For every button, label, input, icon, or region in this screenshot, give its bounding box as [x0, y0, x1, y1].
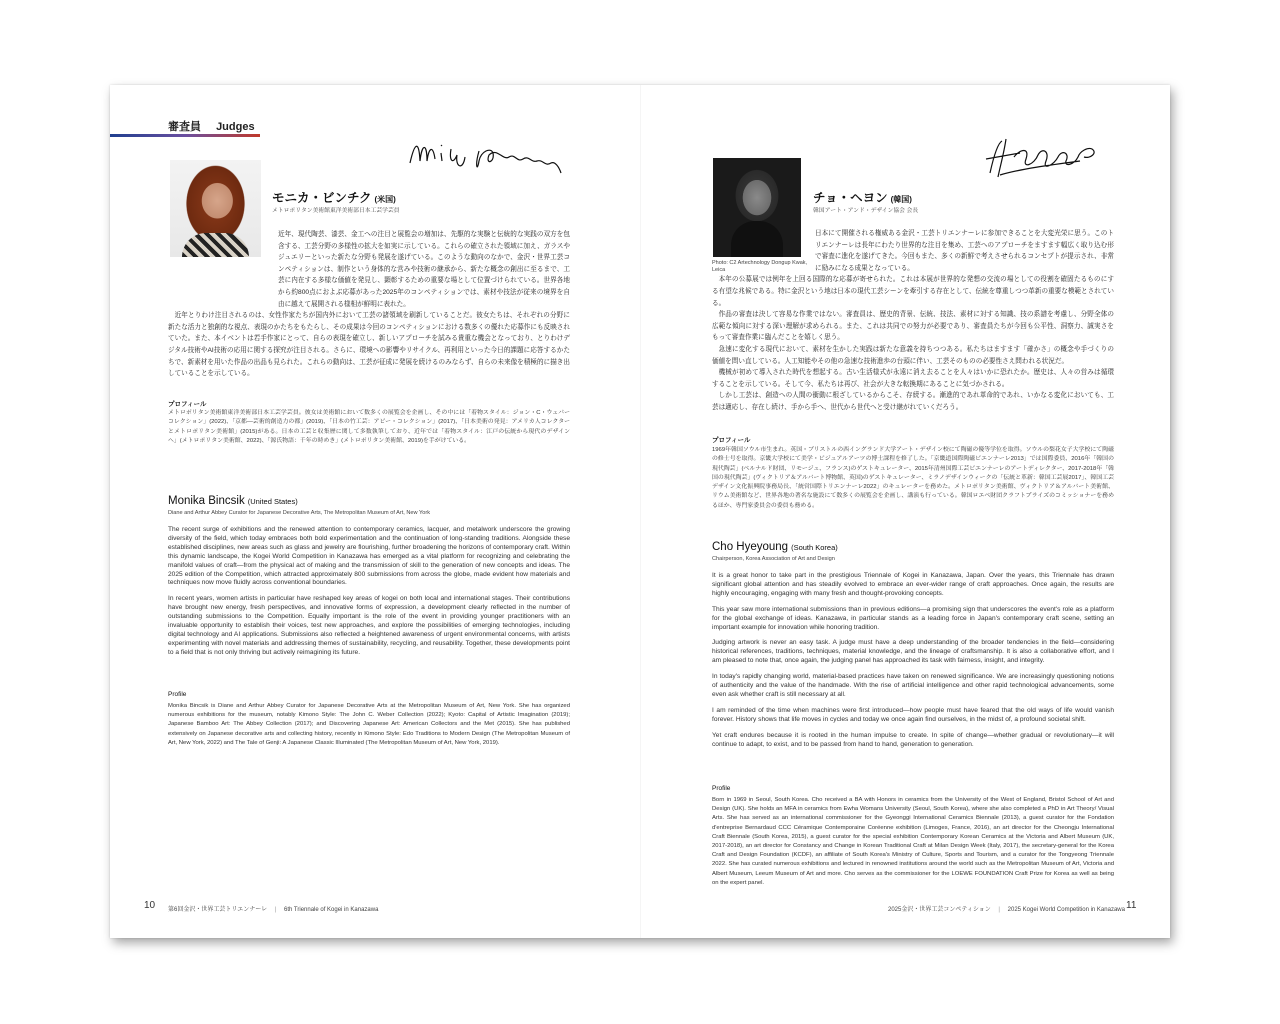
- section-rule: [110, 134, 260, 137]
- monika-body-ja: [168, 229, 570, 380]
- cho-body-ja-p1: 日本にて開催される権威ある金沢・工芸トリエンナーレに参加できることを大変光栄に思う。このトリエンナーレは長年にわたり世界的な注目を集め、工芸へのアプローチをますます幅広く取り込む形で審査に進化を遂げてきた。今回もまた、多くの新鮮で考えさせられるコンセプトが提示され、非常に励みになる成果となっている。: [815, 230, 1114, 272]
- cho-signature: [980, 135, 1110, 180]
- right-footer-ja: 2025金沢・世界工芸コンペティション: [888, 907, 991, 913]
- monika-profile-en: Monika Bincsik is Diane and Arthur Abbey Curator for Japanese Decorative Arts at the Metropolitan Museum of Art, New York. She has organized numerous exhibitions for the museum, notably Kimono Style: The John C. Weber Collection (2022); Kyoto: Capital of Artistic Imagination (2019); Japanese Bamboo Art: The Abbey Collection (2017); and Discovering Japanese Art: American Collectors and the Met (2015). She has published extensively on Japanese decorative arts and collecting history, recently in Kimono Style: Edo Traditions to Modern Design (The Metropolitan Museum of Art, New York, 2022) and The Tale of Genji: A Japanese Classic Illuminated (The Metropolitan Museum of Art, New York, 2019).: [168, 703, 570, 746]
- monika-country-ja: (米国): [374, 195, 396, 204]
- cho-name-ja-text: チョ・ヘヨン: [813, 191, 888, 205]
- cho-body-en-p5: I am reminded of the time when machines were first introduced—how people must have feared that the old ways of life would vanish forever. History shows that life moves in cycles and today we once again find ourselves, in the midst of, a profound societal shift.: [712, 706, 1114, 723]
- cho-name-ja: [813, 188, 912, 206]
- right-footer: 2025金沢・世界工芸コンペティション | 2025 Kogei World Competition in Kanazawa: [888, 907, 1125, 913]
- cho-body-en-p4: In today's rapidly changing world, material-based practices have taken on renewed significance. We are increasingly questioning notions of authenticity and the value of the handmade. With the rise of artificial intelligence and other rapid technological advancements, some even ask whether craft is still necessary at all.: [712, 673, 1114, 698]
- cho-name-en-text: Cho Hyeyoung: [712, 541, 789, 553]
- left-footer-ja: 第6回金沢・世界工芸トリエンナーレ: [168, 907, 268, 913]
- monika-profile-label-en: Profile: [168, 691, 187, 698]
- cho-body-ja-p2: 本年の公募展では例年を上回る国際的な応募が寄せられた。これは本展が世界的な発想の交流の場としての役割を確固たるものにする有望な兆候である。特に金沢という地は日本の現代工芸シーンを牽引する存在として、伝統を尊重しつつ革新の重要な模範とされている。: [712, 276, 1114, 307]
- cho-role-en: Chairperson, Korea Association of Art and Design: [712, 556, 835, 562]
- section-heading-ja: 審査員: [168, 121, 201, 133]
- photo-credit: Photo: C2 Artechnology Dongup Kwak, Leica: [712, 260, 808, 273]
- monika-role-en: Diane and Arthur Abbey Curator for Japanese Decorative Arts, The Metropolitan Museum of Art, New York: [168, 510, 431, 516]
- right-page: [640, 85, 1170, 938]
- book-spread: [110, 85, 1170, 938]
- cho-body-en-p6: Yet craft endures because it is rooted in the human impulse to create. In spite of change—whether gradual or revolutionary—it will continue to adapt, to exist, and to be passed from hand to hand, generation to generation.: [712, 731, 1114, 748]
- monika-body-ja-p2: 近年とりわけ注目されるのは、女性作家たちが国内外において工芸の諸領域を刷新していることだ。彼女たちは、それぞれの分野に新たな活力と独創的な視点、表現のかたちをもたらし、その成果は今回のコンペティションにおける数多くの優れた応募作にも反映されていた。また、本イベントは若手作家にとって、自らの表現を確立し、新しいアプローチを試みる貴重な機会となっており、とりわけデジタル技術やAI技術の応用に関する探究が注目される。さらに、環境への影響やリサイクル、再利用といった今日的課題に応答するかたちで、新素材を用いた作品の出品も見られた。これらの動向は、工芸が征成に発展を続けるのみならず、自らの未来像を積極的に描き出していることを示している。: [168, 312, 570, 378]
- cho-name-en: [712, 541, 838, 553]
- right-page-number: 11: [1126, 900, 1137, 911]
- monika-country-en: (United States): [247, 497, 298, 506]
- monika-name-en-text: Monika Bincsik: [168, 495, 245, 507]
- monika-signature: [405, 133, 565, 178]
- monika-name-ja-text: モニカ・ビンチク: [272, 191, 372, 205]
- left-page-number: 10: [144, 900, 156, 911]
- monika-body-en-p1: The recent surge of exhibitions and the renewed attention to contemporary ceramics, lacquer, and metalwork underscore the growing diversity of the field, which today embraces both bold experimentation and the continuation of long-standing traditions. Alongside these established disciplines, new areas such as glass and jewelry are flourishing, further broadening the horizons of contemporary craft. Within this dynamic landscape, the Kogei World Competition in Kanazawa has emerged as a vital platform for recognizing and celebrating the manifold values of craft—from the physical act of making and the transmission of skill to the generation of new concepts and ideas. The 2025 edition of the Competition, which attracted approximately 800 submissions from across the globe, made evident how materials and techniques now move fluidly across conventional boundaries.: [168, 526, 570, 587]
- cho-country-ja: (韓国): [890, 195, 912, 204]
- cho-role-ja: 韓国アート・アンド・デザイン協会 会長: [813, 208, 919, 214]
- cho-body-en-p2: This year saw more international submissions than in previous editions—a promising sign that underscores the event's role as a platform for the global exchange of ideas. Kanazawa, in particular stands as a leading force in Japan's contemporary craft scene, setting an important example for innovation while honoring tradition.: [712, 605, 1114, 631]
- cho-body-ja-p4: 急速に変化する現代において、素材を生かした実践は新たな意義を持ちつつある。私たちはますます「確かさ」の概念や手づくりの価値を問い直している。人工知能やその他の急速な技術進歩の台頭に伴い、工芸そのものの必要性さえ問われる状況だ。: [712, 345, 1114, 365]
- cho-profile-label-ja: プロフィール: [712, 437, 751, 444]
- right-footer-en: 2025 Kogei World Competition in Kanazawa: [1007, 907, 1125, 913]
- monika-profile-ja: メトロポリタン美術館東洋美術部日本工芸学芸員。彼女は美術館において数多くの展覧会を企画し、その中には「着物スタイル：ジョン・C・ウェバーコレクション」(2022)、「京都―芸術的創造力の都」(2019)、「日本の竹工芸：アビー・コレクション」(2017)、「日本美術の発見：アメリカ人コレクターとメトロポリタン美術館」(2015)がある。日本の工芸と収集歴に関して多数執筆しており、近年では「着物スタイル：江戸の伝統から現代のデザインへ」(メトロポリタン美術館、2022)、「源氏物語：千年の時めき」(メトロポリタン美術館、2019)を手がけている。: [168, 410, 570, 444]
- monika-body-en-p2: In recent years, women artists in particular have reshaped key areas of kogei on both local and international stages. Their contributions have brought new energy, fresh perspectives, and innovative forms of expression, a development clearly reflected in the number of outstanding submissions to the Competition. Equally important is the role of the event in providing younger practitioners with an invaluable opportunity to establish their voices, test new approaches, and explore the possibilities of emerging technologies, including digital technology and AI applications. Submissions also reflected a heightened awareness of urgent environmental concerns, with artists experimenting with novel materials and addressing themes of sustainability, recycling, and reusability. Together, these developments point to a field that is not only thriving but actively reimagining its future.: [168, 595, 570, 656]
- monika-role-ja: メトロポリタン美術館東洋美術部日本工芸学芸員: [272, 208, 400, 214]
- cho-body-ja: [712, 228, 1114, 414]
- section-heading: [168, 118, 288, 134]
- cho-body-ja-p6: しかし工芸は、創造への人間の衝動に根ざしているからこそ、存続する。漸進的であれ革命的であれ、いかなる変化においても、工芸は適応し、存在し続け、手から手へ、世代から世代へと受け継がれていくだろう。: [712, 392, 1114, 411]
- section-heading-en: Judges: [216, 121, 255, 133]
- cho-profile-en: Born in 1969 in Seoul, South Korea. Cho received a BA with Honors in ceramics from the University of the West of England, Bristol School of Art and Design (UK). She holds an MFA in ceramics from Ewha Womans University (Seoul, South Korea), where she also completed a PhD in Art Theory/ Visual Arts. She has served as an international commissioner for the Gyeonggi International Ceramics Biennale (2013), a guest curator for the Fondation d'entreprise Bernardaud CCC Céramique Contemporaine Coréenne exhibition (Limoges, France, 2016), an art director for the Cheongju International Craft Biennale (South Korea, 2015), a guest curator for the special exhibition Contemporary Korean Ceramics at the Victoria and Albert Museum (UK, 2017-2018), an art director for Constancy and Change in Korean Traditional Craft at Milan Design Week (Italy, 2017), the secretary-general for the Korea Craft and Design Foundation (KCDF), an affiliate of South Korea's Ministry of Culture, Sports and Tourism, and a curator for the Tongyeong Triennale 2022. She has curated numerous exhibitions and lectured in renowned institutions around the world such as the Metropolitan Museum of Art, Victoria and Albert Museum, Leeum Museum of Art and more. Cho serves as the commissioner for the LOEWE FOUNDATION Craft Prize for Korea as well as being on the expert panel.: [712, 797, 1114, 886]
- cho-body-en: [712, 572, 1114, 757]
- cho-body-en-p3: Judging artwork is never an easy task. A judge must have a deep understanding of the broader tendencies in the field—considering historical references, traditions, techniques, material knowledge, and the lineage of craftsmanship. It is also a collaborative effort, and I am pleased to note that, once again, the judging panel has approached its task with fairness, insight, and integrity.: [712, 639, 1114, 665]
- monika-name-ja: [272, 188, 396, 206]
- cho-body-ja-p3: 作品の審査は決して容易な作業ではない。審査員は、歴史的背景、伝統、技法、素材に対する知識、技の系譜を考慮し、分野全体の広範な傾向に対する深い理解が求められる。また、これは共同での努力が必要であり、審査員たちが今回も公平性、洞察力、誠実さをもって審査作業に臨んだことを嬉しく思う。: [712, 311, 1114, 342]
- left-footer-en: 6th Triennale of Kogei in Kanazawa: [284, 907, 379, 913]
- left-page: [110, 85, 640, 938]
- monika-body-en: [168, 526, 570, 665]
- monika-body-ja-p1: 近年、現代陶芸、漆芸、金工への注目と展覧会の増加は、先駆的な実験と伝統的な実践の双方を包含する、工芸分野の多様性の拡大を如実に示している。これらの確立された領域に加え、ガラスやジュエリーといった新たな分野も発展を遂げている。このような動向のなかで、金沢・世界工芸コンペティションは、制作という身体的な営みや技術の継承から、新たな概念の創出に至るまで、工芸に内在する多様な価値を発見し、顕彰するための重要な場として位置づけられている。世界各地から約800点におよぶ応募があった2025年のコンペティションでは、素材や技法が従来の境界を自由に越えて展開される様相が鮮明に表れた。: [278, 231, 570, 308]
- cho-body-en-p1: It is a great honor to take part in the prestigious Triennale of Kogei in Kanazawa, Japan. Over the years, this Triennale has drawn significant global attention and has steadily evolved to embrace an ever-wider range of craft approaches. Once again, the results are highly encouraging, engaging with many fresh and thought-provoking concepts.: [712, 572, 1114, 597]
- monika-name-en: [168, 495, 298, 507]
- cho-country-en: (South Korea): [791, 543, 838, 552]
- cho-profile-label-en: Profile: [712, 785, 731, 792]
- monika-profile-label-ja: プロフィール: [168, 401, 207, 408]
- cho-profile-ja: 1969年韓国ソウル市生まれ。英国・ブリストルの西イングランド大学アート・デザイン校にて陶磁の優等学位を取得。ソウルの梨花女子大学校にて陶磁の修士号を取得。京畿大学校にて美学・ビジュアルアーツの博士課程を修了した。「京畿道国際陶磁ビエンナーレ2013」では国際委員、2016年「韓国の現代陶芸」(ベルナルド財団、リモージュ、フランス)のゲストキュレーター、2015年清州国際工芸ビエンナーレのアートディレクター、2017-2018年「韓国の現代陶芸」(ヴィクトリア＆アルバート博物館、英国)のゲストキュレーター、ミラノデザインウィークの「伝統と革新：韓国工芸展2017」、韓国工芸デザイン文化振興院事務局長、「統営国際トリエンナーレ2022」のキュレーターを務めた。メトロポリタン美術館、ヴィクトリア＆アルバート美術館、リウム美術館など、世界各地の著名な施設にて数多くの展覧会を企画し、講演も行っている。韓国ロエベ財団クラフトプライズのコミッショナーを務めるほか、専門家委員会の委員も務める。: [712, 447, 1114, 509]
- cho-body-ja-p5: 機械が初めて導入された時代を想起する。古い生活様式が永遠に消え去ることを人々はいかに恐れたか。歴史は、人々の営みは循環することを示している。そして今、私たちは再び、社会が大きな転換期にあることに気づかされる。: [712, 369, 1114, 388]
- left-footer: 第6回金沢・世界工芸トリエンナーレ | 6th Triennale of Kogei in Kanazawa: [168, 907, 379, 913]
